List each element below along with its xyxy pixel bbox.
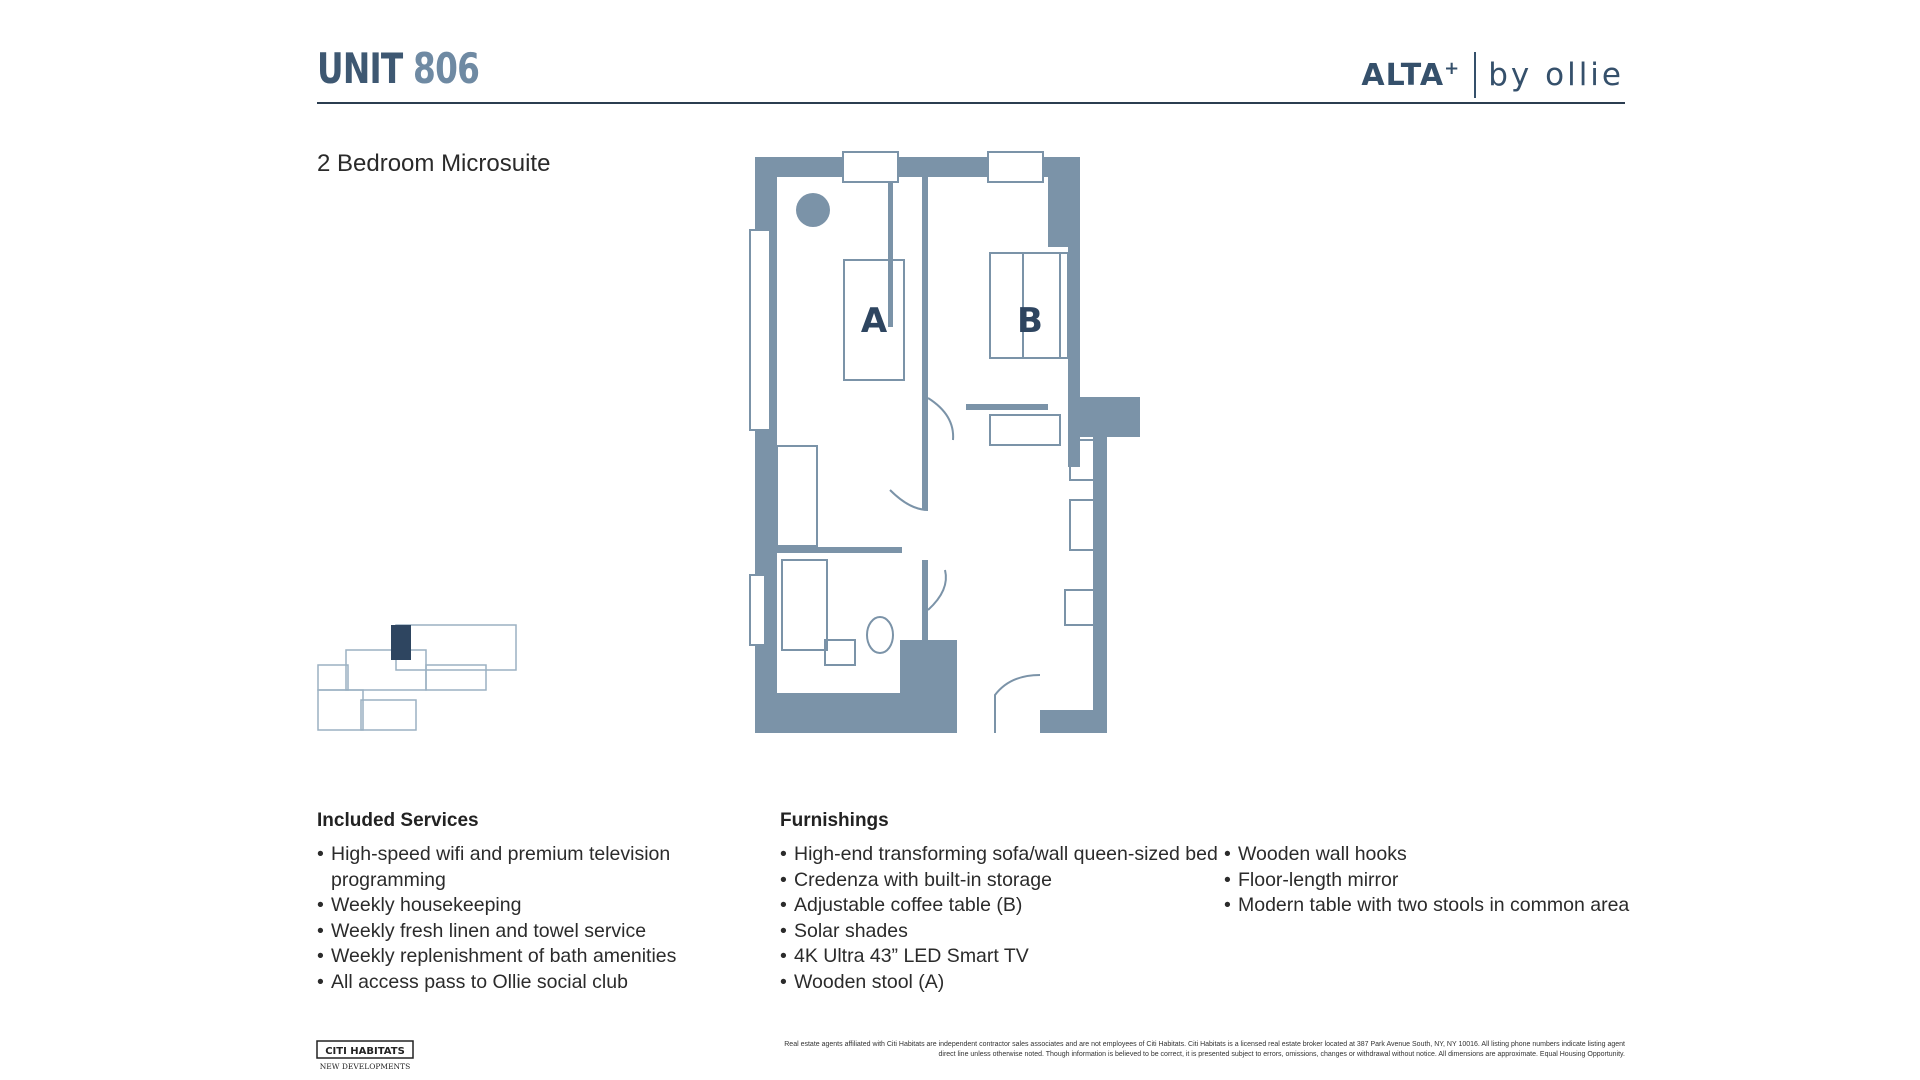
unit-title — [317, 44, 479, 93]
services-list — [317, 842, 717, 995]
brand-alta — [1361, 58, 1460, 93]
brand-plus: + — [1444, 57, 1461, 79]
header-divider — [317, 102, 1625, 104]
brand-separator — [1474, 52, 1476, 98]
list-item: • Wooden stool (A) — [780, 970, 1220, 996]
round-table-icon — [796, 193, 830, 227]
list-item: • Weekly housekeeping — [317, 893, 717, 919]
brand-by-ollie: by ollie — [1488, 57, 1624, 93]
list-item: • Credenza with built-in storage — [780, 868, 1220, 894]
list-item: • Floor-length mirror — [1224, 868, 1644, 894]
services-title: Included Services — [317, 810, 479, 831]
list-item: • All access pass to Ollie social club — [317, 970, 717, 996]
logo-subtext: NEW DEVELOPMENTS — [319, 1062, 411, 1071]
list-item: • Solar shades — [780, 919, 1220, 945]
furnishings-list-1 — [780, 842, 1220, 995]
citi-habitats-logo — [316, 1038, 416, 1072]
brand-logo — [1361, 52, 1624, 98]
list-item: • High-end transforming sofa/wall queen-sized bed — [780, 842, 1220, 868]
list-item: • Wooden wall hooks — [1224, 842, 1644, 868]
key-plan-outline — [318, 625, 516, 730]
list-item: • Weekly replenishment of bath amenities — [317, 944, 717, 970]
floor-plan — [740, 150, 1210, 740]
legal-disclaimer: Real estate agents affiliated with Citi Habitats are independent contractor sales associates and are not employees of Citi Habitats. Citi Habitats is a licensed real estate broker located at 387 Park Avenue South, NY, NY 10016. All listing phone numbers indicate listing agent direct line unless otherwise noted. Though information is believed to be correct, it is presented subject to errors, omissions, changes or withdrawal without notice. All dimensions are approximate. Equal Housing Opportunity. — [784, 1041, 1625, 1058]
room-a-label: A — [860, 301, 888, 341]
unit-type: 2 Bedroom Microsuite — [317, 150, 551, 177]
unit-number: 806 — [413, 44, 480, 93]
list-item: • 4K Ultra 43” LED Smart TV — [780, 944, 1220, 970]
key-plan — [316, 620, 526, 735]
list-item: • Adjustable coffee table (B) — [780, 893, 1220, 919]
list-item: • Weekly fresh linen and towel service — [317, 919, 717, 945]
furnishings-list-2 — [1224, 842, 1644, 919]
list-item: • High-speed wifi and premium television programming — [317, 842, 717, 893]
unit-highlight — [391, 625, 411, 660]
logo-text: CITI HABITATS — [325, 1046, 405, 1057]
furnishings-title: Furnishings — [780, 810, 889, 831]
room-b-label: B — [1017, 301, 1043, 341]
brand-alta-text: ALTA — [1361, 57, 1445, 93]
list-item: • Modern table with two stools in common area — [1224, 893, 1644, 919]
unit-label: UNIT — [317, 44, 403, 93]
